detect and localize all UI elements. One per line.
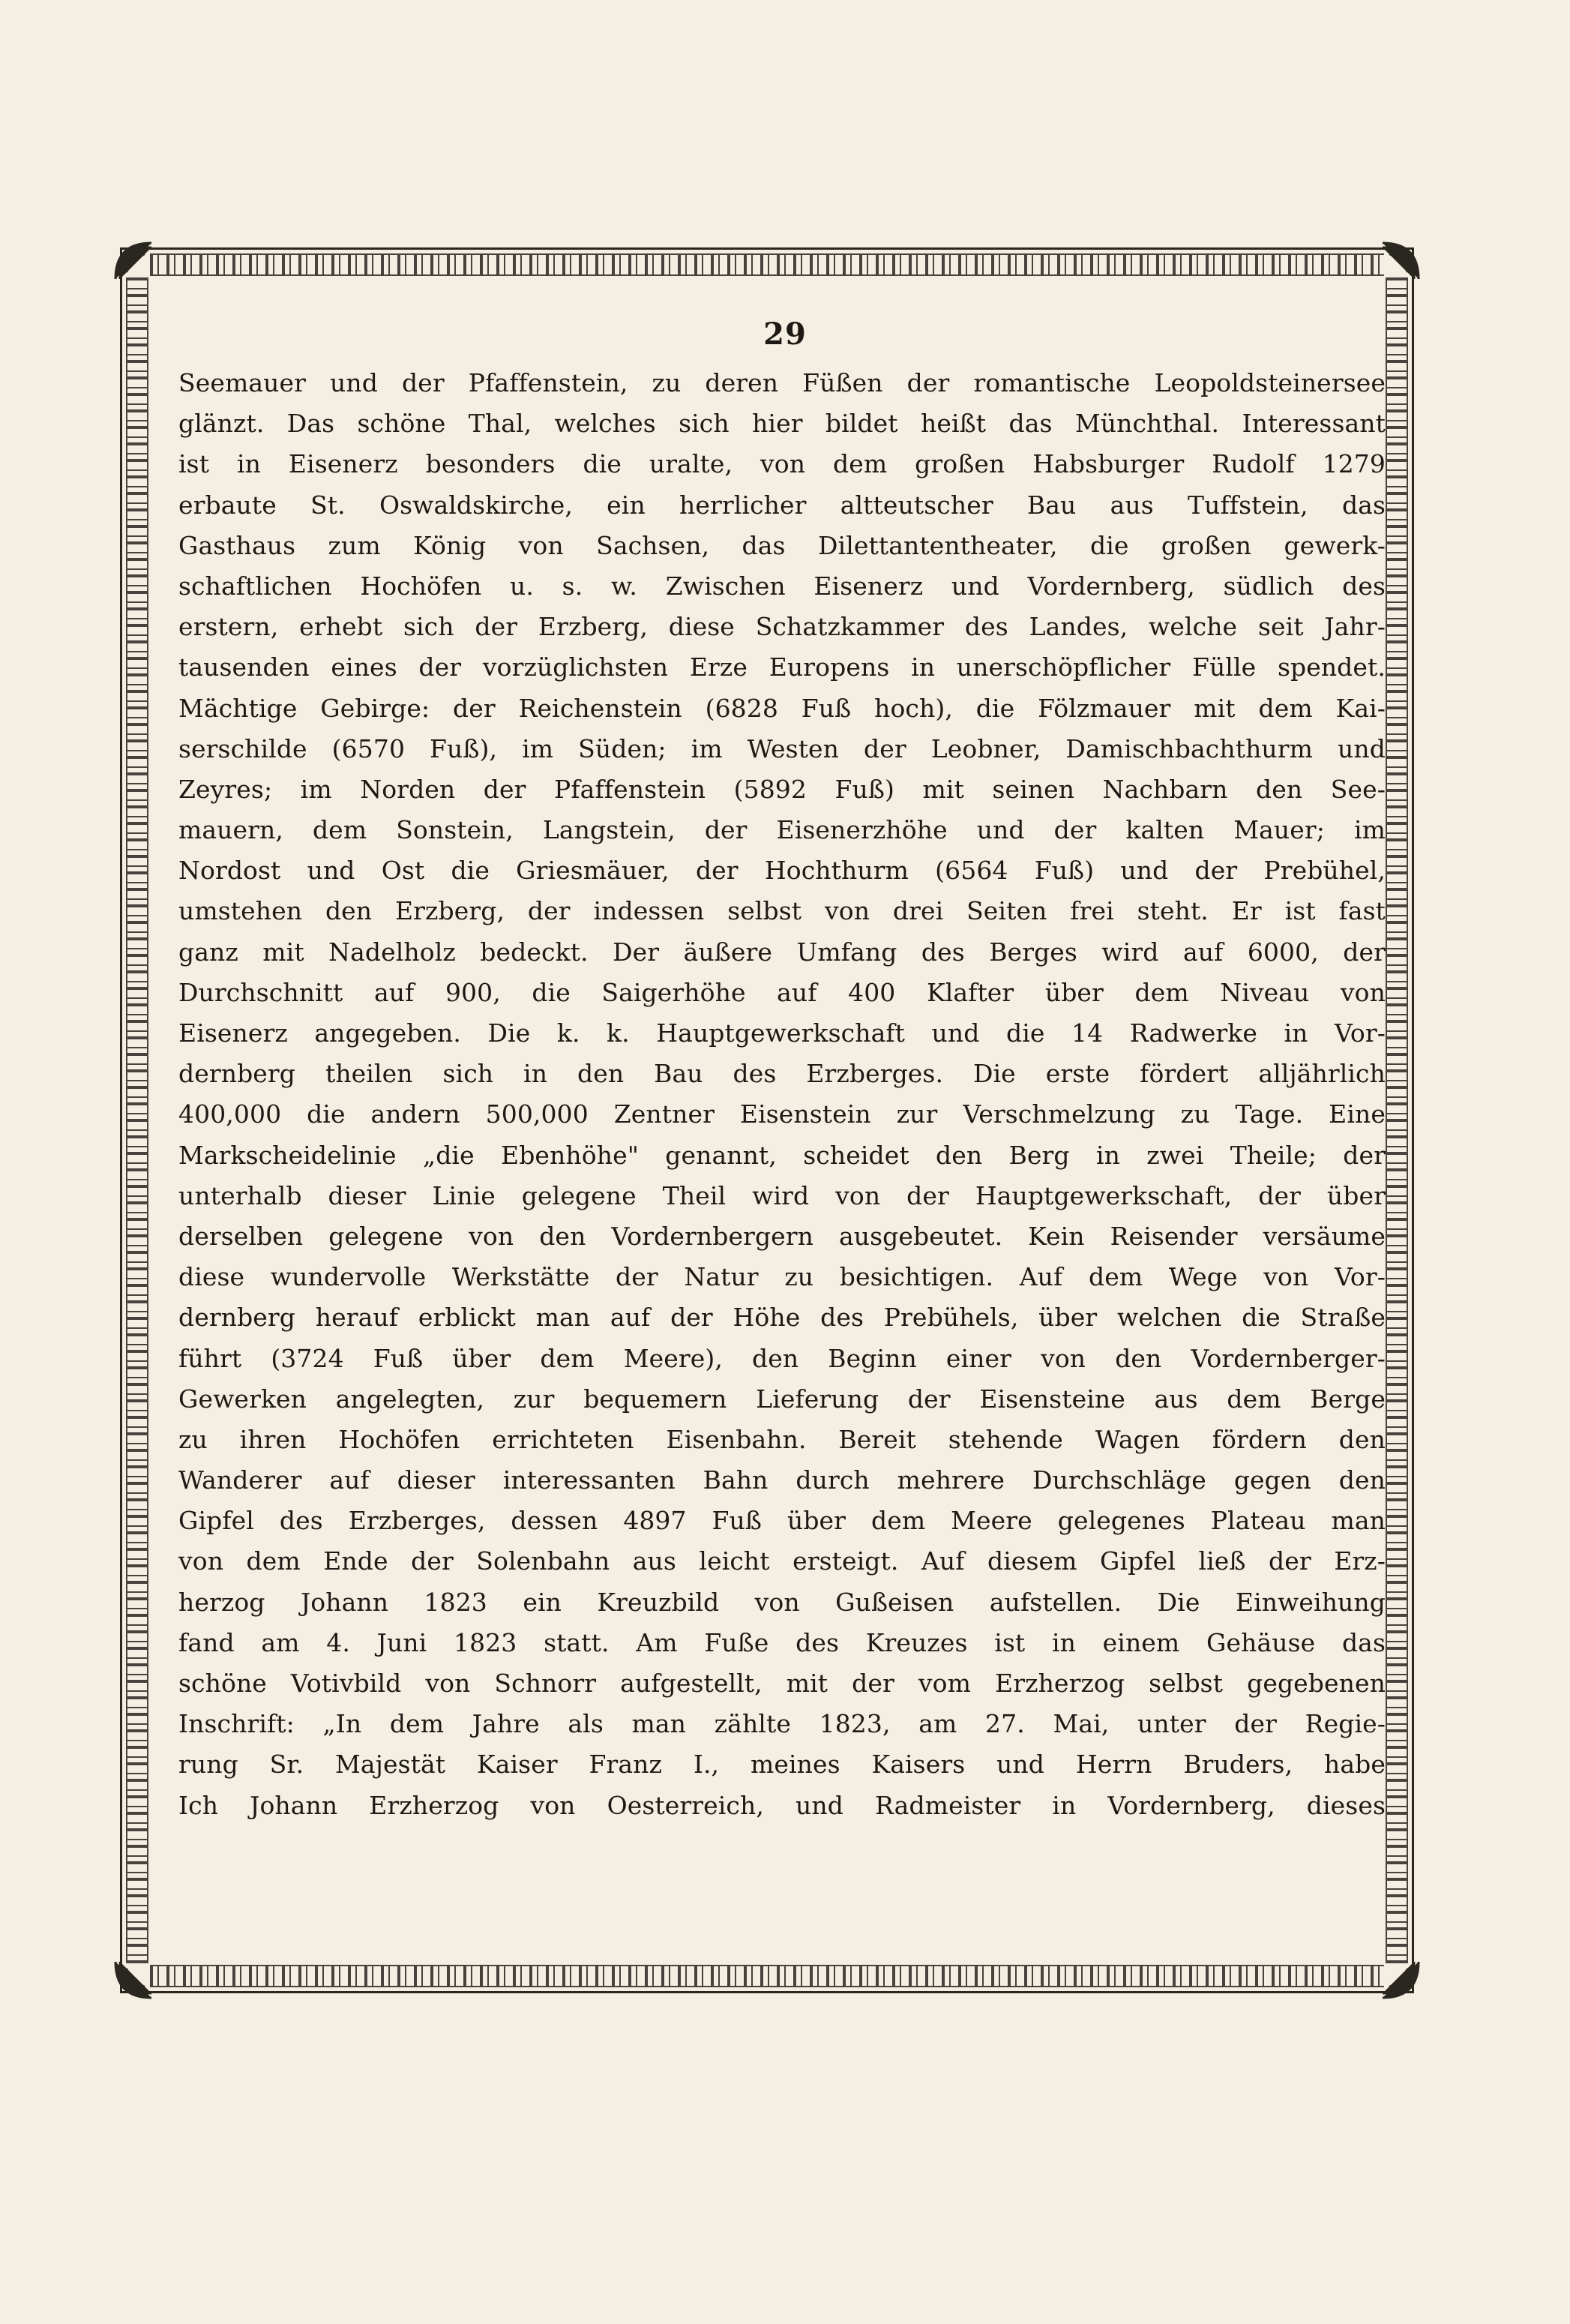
frame-band-top: [150, 253, 1384, 276]
frame-band-left: [126, 277, 148, 1963]
text-line: derselben gelegene von den Vordernbergern ausgebeutet. Kein Reisender versäume: [178, 1221, 1386, 1251]
text-line: ganz mit Nadelholz bedeckt. Der äußere Umfang des Berges wird auf 6000, der: [178, 937, 1386, 967]
text-line: zu ihren Hochöfen errichteten Eisenbahn. Bereit stehende Wagen fördern den: [178, 1424, 1386, 1454]
text-line: dernberg theilen sich in den Bau des Erzberges. Die erste fördert alljährlich: [178, 1059, 1386, 1089]
text-line: Gipfel des Erzberges, dessen 4897 Fuß über dem Meere gelegenes Plateau man: [178, 1506, 1386, 1536]
text-line: Gewerken angelegten, zur bequemern Lieferung der Eisensteine aus dem Berge: [178, 1384, 1386, 1414]
text-line: Nordost und Ost die Griesmäuer, der Hochthurm (6564 Fuß) und der Prebühel,: [178, 856, 1386, 886]
text-line: serschilde (6570 Fuß), im Süden; im Westen der Leobner, Damischbachthurm und: [178, 733, 1386, 763]
text-line: Durchschnitt auf 900, die Saigerhöhe auf 400 Klafter über dem Niveau von: [178, 977, 1386, 1007]
text-line: Seemauer und der Pfaffenstein, zu deren Füßen der romantische Leopoldsteinersee: [178, 368, 1386, 397]
text-line: schaftlichen Hochöfen u. s. w. Zwischen Eisenerz und Vordernberg, südlich des: [178, 571, 1386, 601]
text-line: Wanderer auf dieser interessanten Bahn durch mehrere Durchschläge gegen den: [178, 1465, 1386, 1495]
body-text: [178, 363, 1386, 1826]
text-line: schöne Votivbild von Schnorr aufgestellt, mit der vom Erzherzog selbst gegebenen: [178, 1669, 1386, 1698]
text-line: umstehen den Erzberg, der indessen selbst von drei Seiten frei steht. Er ist fast: [178, 896, 1386, 926]
text-line: tausenden eines der vorzüglichsten Erze Europens in unerschöpflicher Fülle spendet.: [178, 652, 1386, 682]
text-line: führt (3724 Fuß über dem Meere), den Beginn einer von den Vordernberger-: [178, 1343, 1386, 1373]
frame-band-bottom: [150, 1965, 1384, 1987]
corner-ornament-icon: [112, 240, 154, 282]
frame-band-right: [1386, 277, 1408, 1963]
text-line: diese wundervolle Werkstätte der Natur zu besichtigen. Auf dem Wege von Vor-: [178, 1262, 1386, 1292]
text-line: mauern, dem Sonstein, Langstein, der Eisenerzhöhe und der kalten Mauer; im: [178, 815, 1386, 845]
text-line: herzog Johann 1823 ein Kreuzbild von Gußeisen aufstellen. Die Einweihung: [178, 1587, 1386, 1617]
text-line: Markscheidelinie „die Ebenhöhe" genannt, scheidet den Berg in zwei Theile; der: [178, 1140, 1386, 1170]
text-line: erbaute St. Oswaldskirche, ein herrlicher altteutscher Bau aus Tuffstein, das: [178, 490, 1386, 520]
text-line: Inschrift: „In dem Jahre als man zählte 1823, am 27. Mai, unter der Regie-: [178, 1709, 1386, 1739]
text-line: rung Sr. Majestät Kaiser Franz I., meines Kaisers und Herrn Bruders, habe: [178, 1750, 1386, 1780]
text-line: ist in Eisenerz besonders die uralte, von dem großen Habsburger Rudolf 1279: [178, 449, 1386, 479]
text-line: glänzt. Das schöne Thal, welches sich hier bildet heißt das Münchthal. Interessant: [178, 409, 1386, 439]
corner-ornament-icon: [1380, 1959, 1422, 2001]
corner-ornament-icon: [1380, 240, 1422, 282]
text-line: fand am 4. Juni 1823 statt. Am Fuße des Kreuzes ist in einem Gehäuse das: [178, 1627, 1386, 1657]
text-line: von dem Ende der Solenbahn aus leicht ersteigt. Auf diesem Gipfel ließ der Erz-: [178, 1546, 1386, 1576]
text-line: Zeyres; im Norden der Pfaffenstein (5892 Fuß) mit seinen Nachbarn den See-: [178, 774, 1386, 804]
page-number: 29: [763, 316, 807, 352]
text-line: dernberg herauf erblickt man auf der Höhe des Prebühels, über welchen die Straße: [178, 1303, 1386, 1333]
text-line: unterhalb dieser Linie gelegene Theil wird von der Hauptgewerkschaft, der über: [178, 1180, 1386, 1210]
text-line: Eisenerz angegeben. Die k. k. Hauptgewerkschaft und die 14 Radwerke in Vor-: [178, 1018, 1386, 1048]
text-line: Ich Johann Erzherzog von Oesterreich, und Radmeister in Vordernberg, dieses: [178, 1790, 1386, 1820]
corner-ornament-icon: [112, 1959, 154, 2001]
text-line: Gasthaus zum König von Sachsen, das Dilettantentheater, die großen gewerk-: [178, 530, 1386, 560]
text-line: 400,000 die andern 500,000 Zentner Eisenstein zur Verschmelzung zu Tage. Eine: [178, 1099, 1386, 1129]
text-line: Mächtige Gebirge: der Reichenstein (6828 Fuß hoch), die Fölzmauer mit dem Kai-: [178, 693, 1386, 723]
text-line: erstern, erhebt sich der Erzberg, diese Schatzkammer des Landes, welche seit Jahr-: [178, 612, 1386, 642]
